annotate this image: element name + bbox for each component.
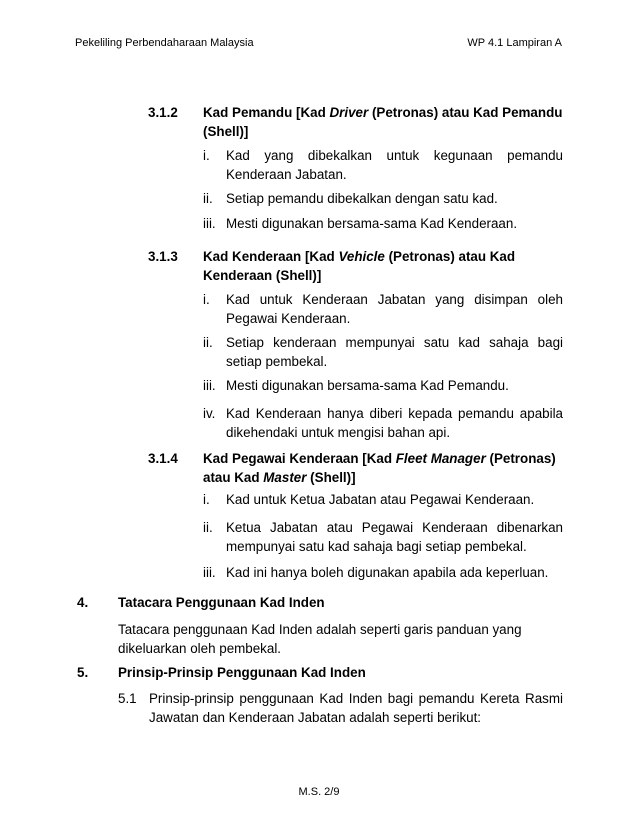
item-text: Mesti digunakan bersama-sama Kad Kenderaan. [226, 216, 518, 231]
item-text: Setiap kenderaan mempunyai satu kad sahaja bagi setiap pembekal. [226, 335, 563, 369]
item-text: Kad Kenderaan hanya diberi kepada pemandu apabila dikehendaki untuk mengisi bahan api. [226, 406, 563, 440]
item-number: ii. [203, 520, 213, 535]
item-number: ii. [203, 335, 213, 350]
item-text: Setiap pemandu dibekalkan dengan satu kad. [226, 191, 498, 206]
item-text: Kad yang dibekalkan untuk kegunaan pemandu Kenderaan Jabatan. [226, 148, 563, 182]
section-title: Prinsip-Prinsip Penggunaan Kad Inden [118, 665, 366, 680]
item-text: Kad untuk Kenderaan Jabatan yang disimpan oleh Pegawai Kenderaan. [226, 292, 563, 326]
item-number: iii. [203, 216, 216, 231]
section-title: Tatacara Penggunaan Kad Inden [118, 595, 325, 610]
section-number: 4. [77, 595, 89, 610]
item-text: Mesti digunakan bersama-sama Kad Pemandu. [226, 378, 509, 393]
section-number: 3.1.3 [148, 249, 178, 264]
header-right: WP 4.1 Lampiran A [467, 37, 562, 49]
section-number: 3.1.2 [148, 105, 178, 120]
item-number: iii. [203, 378, 216, 393]
header-left: Pekeliling Perbendaharaan Malaysia [75, 37, 254, 49]
item-text: Ketua Jabatan atau Pegawai Kenderaan dibenarkan mempunyai satu kad sahaja bagi setiap pembekal. [226, 520, 563, 554]
page-number: M.S. 2/9 [298, 786, 340, 798]
subsection-number: 5.1 [118, 691, 137, 706]
item-number: iv. [203, 406, 216, 421]
section-title: Kad Pegawai Kenderaan [Kad Fleet Manager (Petronas) atau Kad Master (Shell)] [203, 451, 556, 485]
subsection-text: Prinsip-prinsip penggunaan Kad Inden bagi pemandu Kereta Rasmi Jawatan dan Kenderaan Jabatan adalah seperti berikut: [149, 691, 563, 725]
item-number: i. [203, 148, 210, 163]
section-title: Kad Pemandu [Kad Driver (Petronas) atau Kad Pemandu (Shell)] [203, 105, 563, 139]
section-number: 5. [77, 665, 89, 680]
section-number: 3.1.4 [148, 451, 178, 466]
item-text: Kad ini hanya boleh digunakan apabila ada keperluan. [226, 565, 549, 580]
item-number: iii. [203, 565, 216, 580]
item-number: i. [203, 292, 210, 307]
section-title: Kad Kenderaan [Kad Vehicle (Petronas) atau Kad Kenderaan (Shell)] [203, 249, 516, 283]
item-text: Kad untuk Ketua Jabatan atau Pegawai Kenderaan. [226, 492, 535, 507]
item-number: i. [203, 492, 210, 507]
section-paragraph: Tatacara penggunaan Kad Inden adalah seperti garis panduan yang dikeluarkan oleh pembekal. [118, 622, 522, 656]
item-number: ii. [203, 191, 213, 206]
